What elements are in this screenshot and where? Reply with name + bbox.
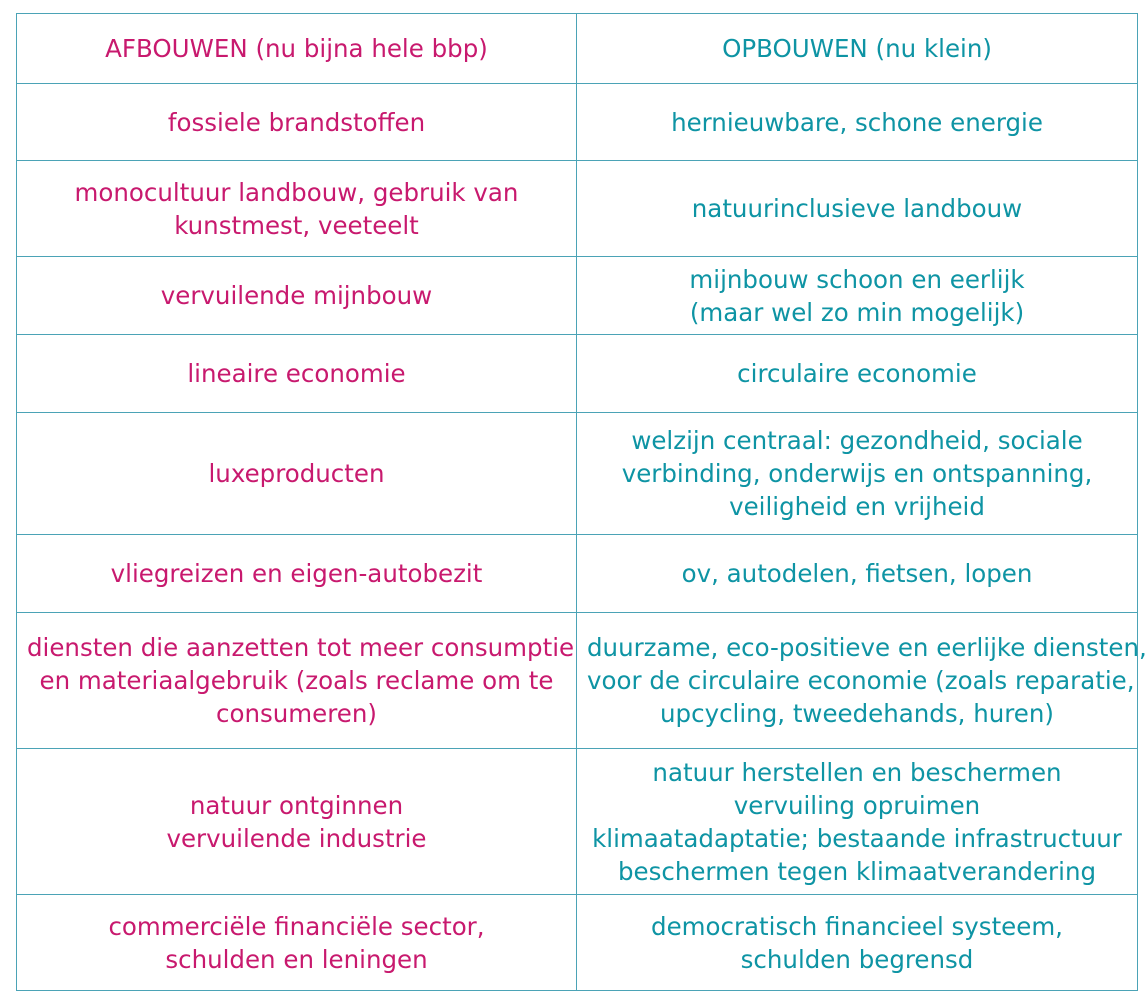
cell-line: upcycling, tweedehands, huren) [660,699,1054,728]
cell-line: monocultuur landbouw, gebruik van [74,177,519,207]
cell-line: vervuilende mijnbouw [160,281,433,310]
cell-line: commerciële financiële sector, [108,911,485,941]
header-row [17,14,1138,84]
opbouwen-cell [577,161,1138,257]
afbouwen-cell [17,413,577,535]
cell-line: schulden en leningen [165,944,428,974]
table-row [17,613,1138,749]
cell-line: ov, autodelen, fietsen, lopen [681,559,1033,588]
cell-line: beschermen tegen klimaatverandering [617,856,1097,886]
cell-line: hernieuwbare, schone energie [671,107,1043,137]
opbouwen-cell [577,257,1138,335]
afbouwen-cell [17,335,577,413]
cell-line: vliegreizen en eigen-autobezit [110,559,483,588]
afbouwen-cell [17,257,577,335]
cell-line: veiligheid en vrijheid [729,492,985,521]
table-row [17,535,1138,613]
header-afbouwen: AFBOUWEN (nu bijna hele bbp) [17,14,577,84]
cell-line: diensten die aanzetten tot meer consumptie [27,633,575,662]
opbouwen-cell [577,413,1138,535]
table-row [17,161,1138,257]
header-opbouwen: OPBOUWEN (nu klein) [577,14,1138,84]
comparison-table [16,13,1147,991]
cell-line: natuur herstellen en beschermen [652,757,1062,787]
afbouwen-cell [17,161,577,257]
table-row [17,335,1138,413]
table-row [17,895,1138,991]
cell-line: klimaatadaptatie; bestaande infrastructuur [592,823,1122,853]
cell-line: mijnbouw schoon en eerlijk [689,264,1025,294]
cell-line: vervuilende industrie [166,823,427,853]
cell-line: lineaire economie [187,359,406,388]
opbouwen-cell [577,895,1138,991]
cell-line: en materiaalgebruik (zoals reclame om te [39,666,554,695]
opbouwen-cell [577,535,1138,613]
cell-line: welzijn centraal: gezondheid, sociale [631,426,1083,455]
opbouwen-cell [577,84,1138,161]
cell-line: circulaire economie [737,359,977,388]
opbouwen-cell [577,335,1138,413]
cell-line: voor de circulaire economie (zoals reparatie, [587,666,1135,695]
table-row [17,257,1138,335]
cell-line: democratisch financieel systeem, [651,911,1063,941]
cell-line: (maar wel zo min mogelijk) [689,297,1025,327]
afbouwen-cell [17,535,577,613]
cell-line: fossiele brandstoffen [167,107,426,137]
cell-line: luxeproducten [208,459,385,488]
afbouwen-cell [17,895,577,991]
cell-line: duurzame, eco-positieve en eerlijke diensten, [587,633,1147,662]
afbouwen-cell [17,613,577,749]
cell-line: consumeren) [216,699,377,728]
cell-line: vervuiling opruimen [733,790,981,820]
opbouwen-cell [577,749,1138,895]
table-row [17,749,1138,895]
opbouwen-cell [577,613,1147,749]
cell-line: natuur ontginnen [189,790,404,820]
afbouwen-cell [17,749,577,895]
table-row [17,84,1138,161]
cell-line: kunstmest, veeteelt [174,210,419,240]
cell-line: natuurinclusieve landbouw [691,194,1023,223]
cell-line: schulden begrensd [740,944,974,974]
cell-line: verbinding, onderwijs en ontspanning, [621,459,1093,488]
table-row [17,413,1138,535]
afbouwen-cell [17,84,577,161]
